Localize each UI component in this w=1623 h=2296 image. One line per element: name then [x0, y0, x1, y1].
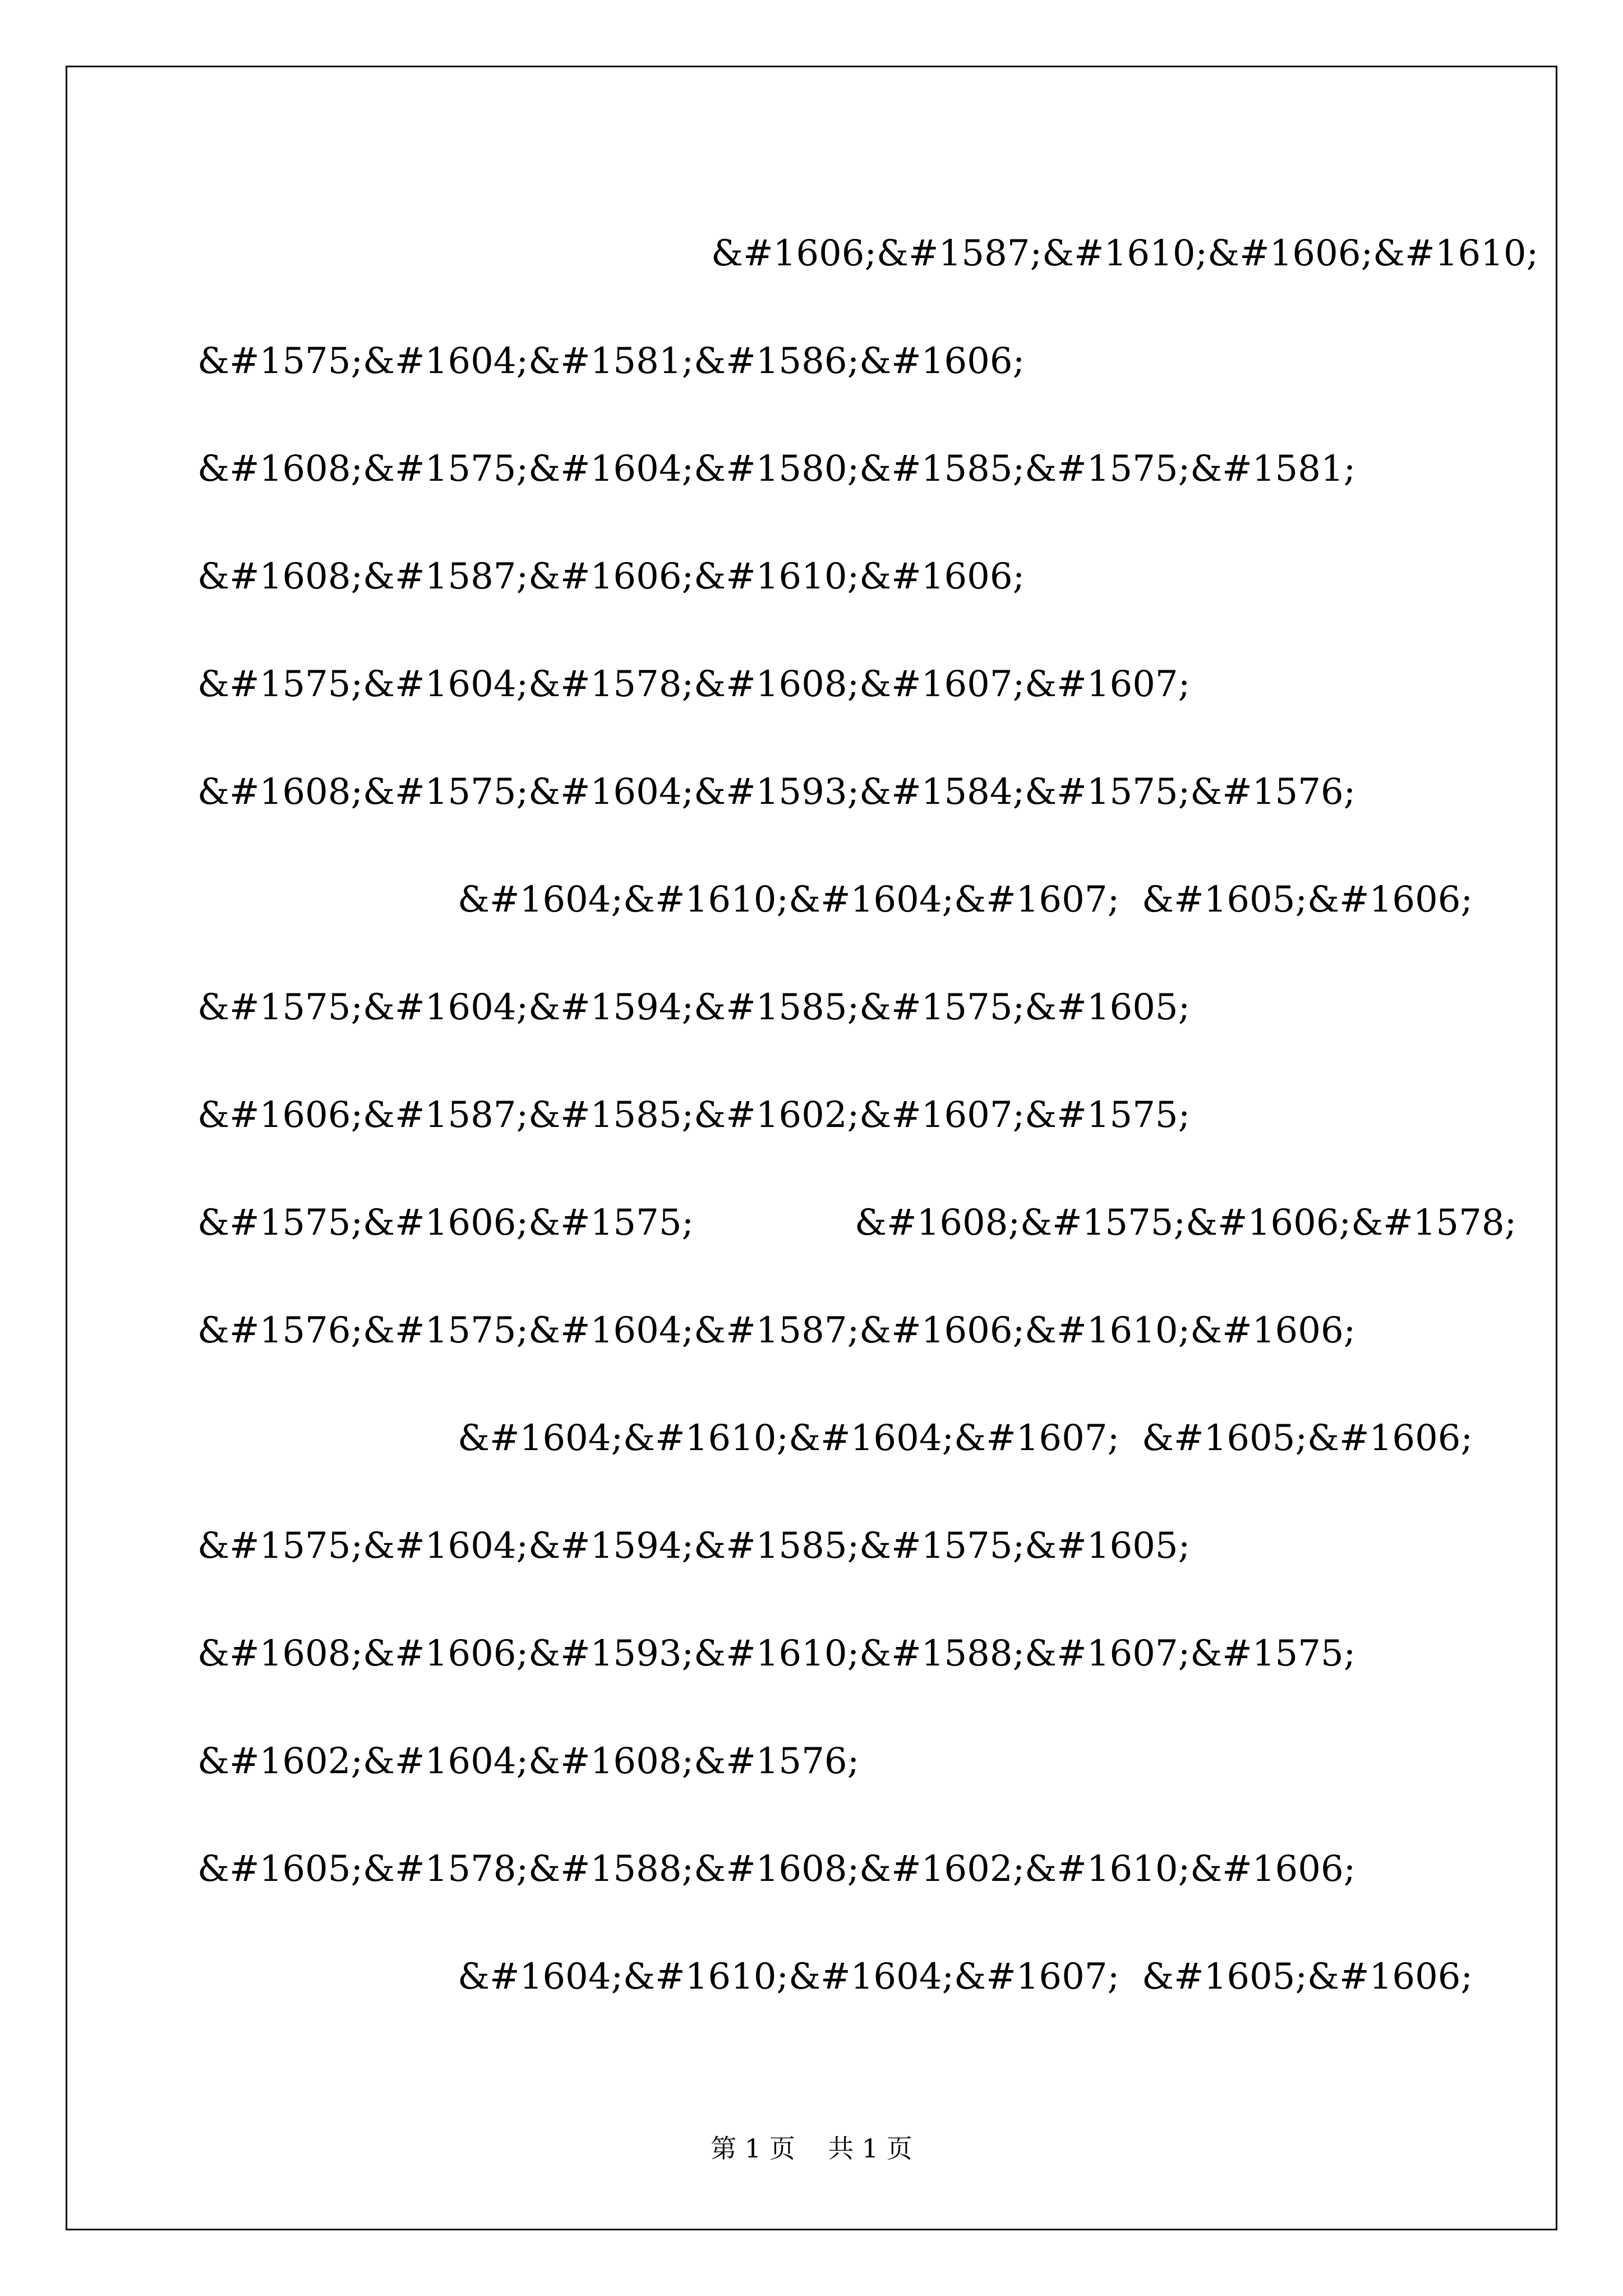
page-footer [0, 2132, 1623, 2165]
page-number: 第 1 页 [711, 2133, 795, 2164]
text-line: &#1608;&#1575;&#1606;&#1578; [855, 1202, 1517, 1244]
text-line: &#1576;&#1575;&#1604;&#1587;&#1606;&#1610;&#1606; [197, 1310, 1356, 1351]
page-total: 共 1 页 [828, 2133, 912, 2164]
text-line: &#1608;&#1587;&#1606;&#1610;&#1606; [197, 556, 1025, 597]
text-line: &#1606;&#1587;&#1610;&#1606;&#1610; [711, 233, 1539, 274]
text-line: &#1605;&#1606; [1142, 1418, 1473, 1459]
text-line: &#1608;&#1606;&#1593;&#1610;&#1588;&#1607;&#1575; [197, 1633, 1356, 1674]
text-line: &#1605;&#1578;&#1588;&#1608;&#1602;&#1610;&#1606; [197, 1848, 1356, 1890]
text-line: &#1602;&#1604;&#1608;&#1576; [197, 1741, 860, 1782]
text-line: &#1604;&#1610;&#1604;&#1607; [458, 1956, 1120, 1998]
text-line: &#1575;&#1604;&#1594;&#1585;&#1575;&#1605; [197, 987, 1191, 1028]
text-line: &#1575;&#1604;&#1578;&#1608;&#1607;&#1607; [197, 664, 1191, 705]
page-border [66, 66, 1557, 2230]
text-line: &#1575;&#1604;&#1581;&#1586;&#1606; [197, 341, 1025, 382]
text-line: &#1608;&#1575;&#1604;&#1580;&#1585;&#1575;&#1581; [197, 448, 1356, 490]
text-line: &#1606;&#1587;&#1585;&#1602;&#1607;&#1575; [197, 1094, 1191, 1136]
text-line: &#1575;&#1606;&#1575; [197, 1202, 694, 1244]
text-line: &#1605;&#1606; [1142, 879, 1473, 921]
text-line: &#1604;&#1610;&#1604;&#1607; [458, 1418, 1120, 1459]
text-line: &#1605;&#1606; [1142, 1956, 1473, 1998]
text-line: &#1608;&#1575;&#1604;&#1593;&#1584;&#1575;&#1576; [197, 771, 1356, 813]
text-line: &#1604;&#1610;&#1604;&#1607; [458, 879, 1120, 921]
text-line: &#1575;&#1604;&#1594;&#1585;&#1575;&#1605; [197, 1525, 1191, 1567]
